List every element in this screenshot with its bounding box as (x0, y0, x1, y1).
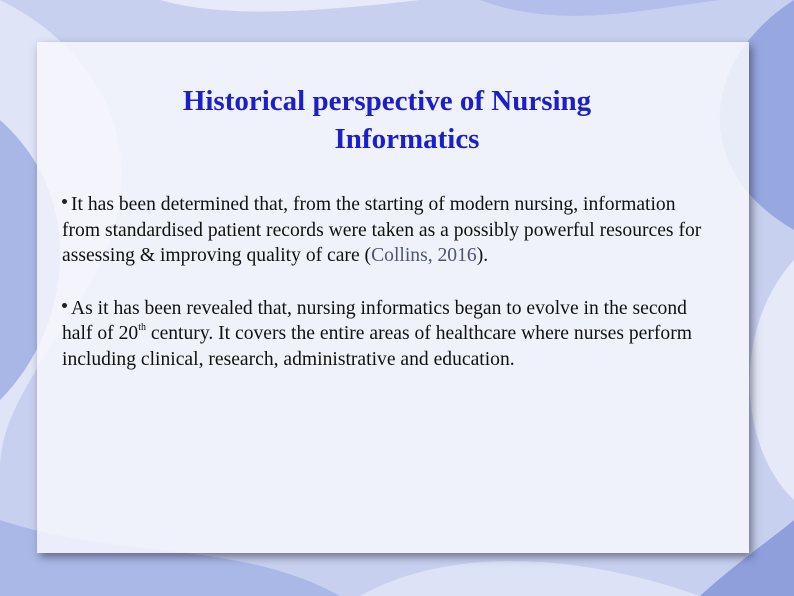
superscript: th (138, 322, 146, 333)
bullet-text: As it has been revealed that, nursing informatics began to evolve in the second half of 20 (62, 297, 687, 344)
bullet-text-end: ). (476, 245, 489, 266)
title-line-2: Informatics (334, 123, 480, 155)
bullet-dot-icon (62, 199, 67, 204)
bullet-text-end: century. It covers the entire areas of healthcare where nurses perform including clinical, research, administrative and education. (62, 323, 692, 370)
bullet-text: It has been determined that, from the starting of modern nursing, information from standardised patient records were taken as a possibly powerful resources for assessing & improving quality of care ( (62, 194, 702, 266)
bullet-item (62, 296, 712, 373)
citation: Collins, 2016 (371, 245, 477, 266)
bullet-list (62, 192, 712, 399)
bullet-dot-icon (62, 303, 67, 308)
title-line-1: Historical perspective of Nursing (182, 85, 592, 117)
bullet-item (62, 192, 712, 269)
slide-title (0, 82, 794, 158)
